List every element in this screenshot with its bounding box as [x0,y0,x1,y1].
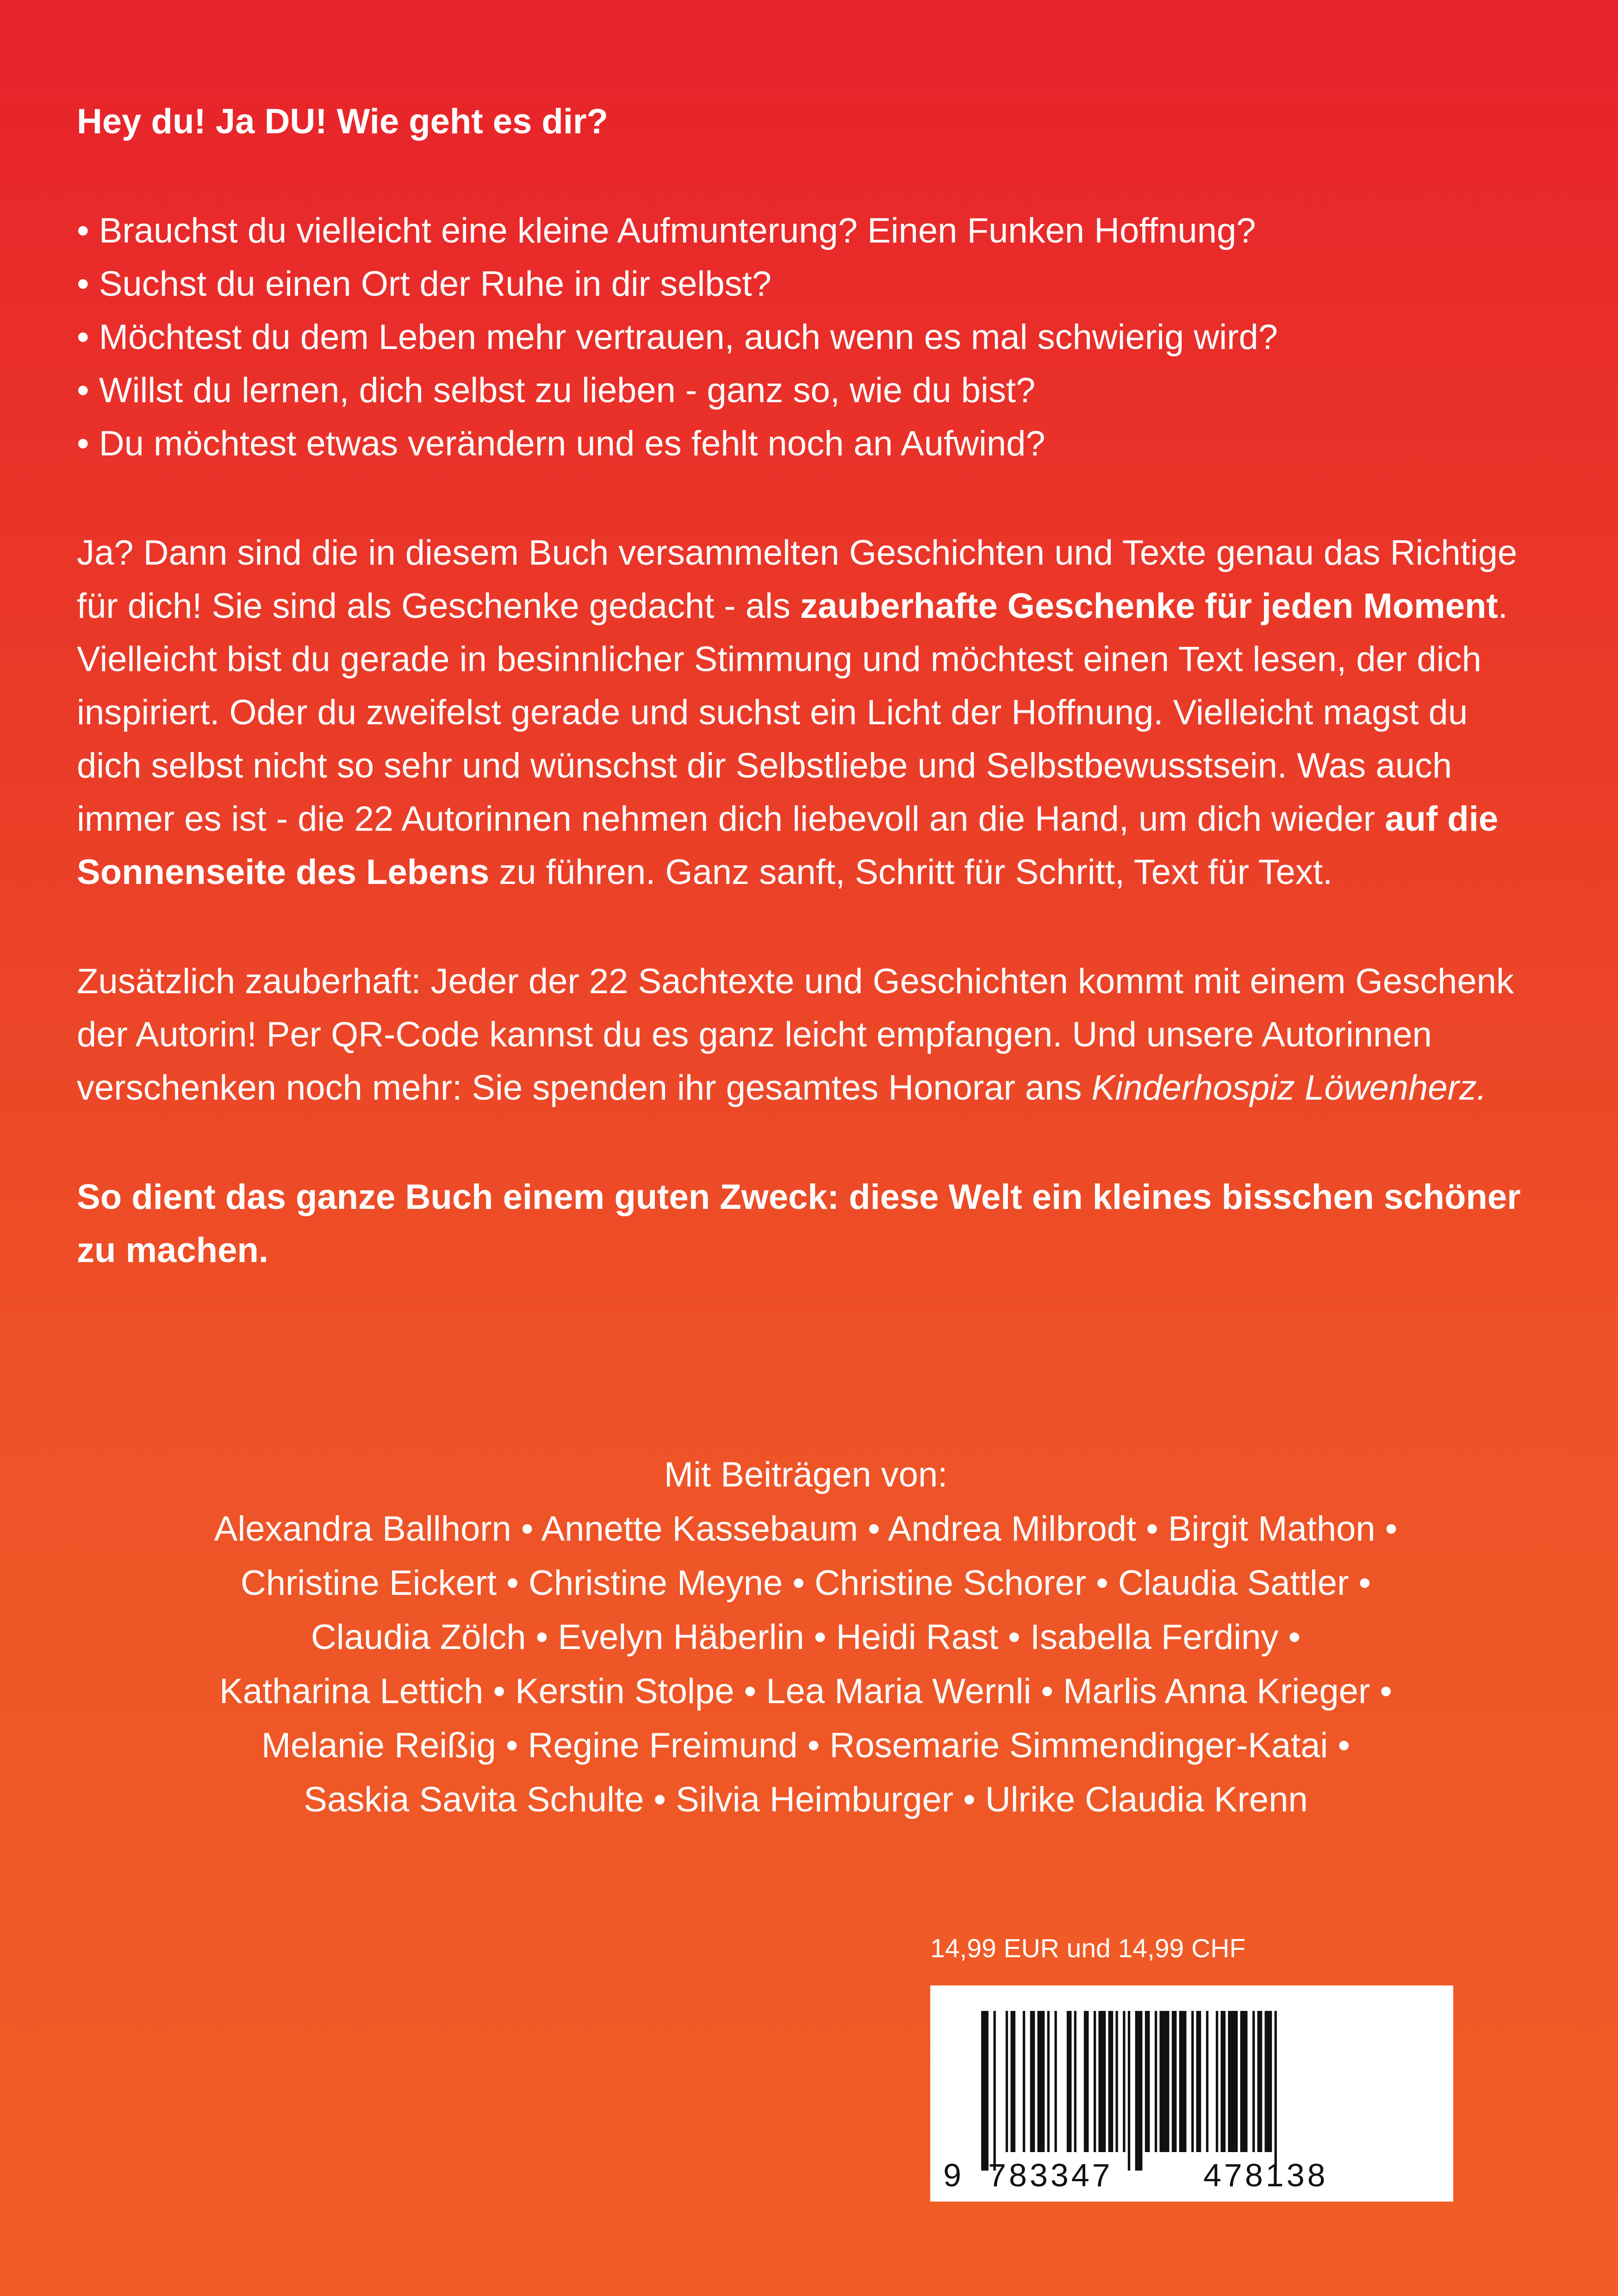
barcode-bar [1265,2011,1272,2152]
barcode-bar [1074,2011,1077,2152]
emphasis-gifts: zauberhafte Geschenke für jeden Moment [800,586,1498,626]
list-item: • Möchtest du dem Leben mehr vertrauen, auch wenn es mal schwierig wird? [77,317,1278,357]
question-list [77,204,1535,470]
barcode-bar [1067,2011,1072,2152]
barcode-bar [1191,2011,1194,2152]
list-item: • Willst du lernen, dich selbst zu lieben - ganz so, wie du bist? [77,371,1036,410]
barcode-bar [1108,2011,1114,2152]
barcode-bar [1037,2011,1045,2152]
barcode-bar [1094,2011,1096,2152]
barcode-bar [1159,2011,1169,2152]
contributors-block [77,1448,1535,1827]
barcode-bar [1196,2011,1201,2152]
barcode-bar [1145,2011,1150,2152]
list-item: • Brauchst du vielleicht eine kleine Aufmunterung? Einen Funken Hoffnung? [77,211,1256,250]
barcode-bar [1252,2011,1255,2152]
isbn-barcode [930,1985,1453,2202]
barcode-bar [1135,2011,1143,2171]
blurb [77,95,1535,1277]
barcode-bar [1179,2011,1187,2152]
barcode-bar [1010,2011,1015,2152]
barcode-bar [1115,2011,1118,2152]
barcode-bar [1240,2011,1248,2152]
barcode-bar [1084,2011,1089,2152]
list-item: • Suchst du einen Ort der Ruhe in dir selbst? [77,264,772,304]
contributors-heading: Mit Beiträgen von: [664,1455,948,1494]
barcode-bar [1155,2011,1157,2152]
barcode-bar [1206,2011,1208,2152]
contributors-line: Claudia Zölch • Evelyn Häberlin • Heidi Rast • Isabella Ferdiny • [311,1618,1301,1657]
barcode-bar [1228,2011,1238,2152]
emphasis-sunny-side: auf die Sonnenseite des Lebens [77,799,1499,892]
intro-paragraph: Ja? Dann sind die in diesem Buch versammelten Geschichten und Texte genau das Richtige für dich! Sie sind als Geschenke gedacht - als zauberhafte Geschenke für jeden Moment. Vielleicht bist du gerade in besinnlicher Stimmung und möchtest einen Text lesen, der dich inspiriert. Oder du zweifelst gerade und suchst ein Licht der Hoffnung. Vielleicht magst du dich selbst nicht so sehr und wünschst dir Selbstliebe und Selbstbewusstsein. Was auch immer es ist - die 22 Autorinnen nehmen dich liebevoll an die Hand, um dich wieder auf die Sonnenseite des Lebens zu führen. Ganz sanft, Schritt für Schritt, Text für Text. [77,533,1518,892]
contributors-line: Alexandra Ballhorn • Annette Kassebaum • Andrea Milbrodt • Birgit Mathon • [214,1509,1398,1549]
barcode-bar [1172,2011,1177,2152]
contributors-line: Saskia Savita Schulte • Silvia Heimburger • Ulrike Claudia Krenn [304,1780,1308,1819]
barcode-bar [1030,2011,1035,2152]
closing-statement: So dient das ganze Buch einem guten Zweck: diese Welt ein kleines bisschen schöner zu machen. [77,1177,1521,1270]
price-label: 14,99 EUR und 14,99 CHF [930,1934,1246,1963]
barcode-bar [1023,2011,1025,2152]
barcode-bar [1257,2011,1263,2152]
barcode-bar [981,2011,989,2171]
barcode-group-right: 478138 [1203,2157,1328,2193]
barcode-digit-first: 9 [943,2157,961,2193]
barcode-bar [1216,2011,1218,2152]
barcode-bar [1275,2011,1277,2171]
barcode-bar [1054,2011,1057,2152]
barcode-bar [1047,2011,1050,2152]
list-item: • Du möchtest etwas verändern und es fehlt noch an Aufwind? [77,424,1045,463]
contributors-line: Christine Eickert • Christine Meyne • Christine Schorer • Claudia Sattler • [240,1563,1371,1603]
barcode-group-left: 783347 [988,2157,1113,2193]
barcode-bar [1098,2011,1106,2152]
contributors-line: Melanie Reißig • Regine Freimund • Rosemarie Simmendinger-Katai • [261,1726,1350,1765]
barcode-bar [1220,2011,1226,2152]
barcode-bar [993,2011,996,2171]
gift-paragraph: Zusätzlich zauberhaft: Jeder der 22 Sachtexte und Geschichten kommt mit einem Geschenk der Autorin! Per QR-Code kannst du es ganz leicht empfangen. Und unsere Autorinnen verschenken noch mehr: Sie spenden ihr gesamtes Honorar ans Kinderhospiz Löwenherz. [77,962,1514,1108]
barcode-bar [1123,2011,1125,2152]
barcode-bar [1128,2011,1130,2171]
charity-name: Kinderhospiz Löwenherz. [1091,1068,1487,1108]
contributors-line: Katharina Lettich • Kerstin Stolpe • Lea Maria Wernli • Marlis Anna Krieger • [219,1672,1392,1711]
headline: Hey du! Ja DU! Wie geht es dir? [77,102,608,141]
barcode-bar [1006,2011,1008,2152]
